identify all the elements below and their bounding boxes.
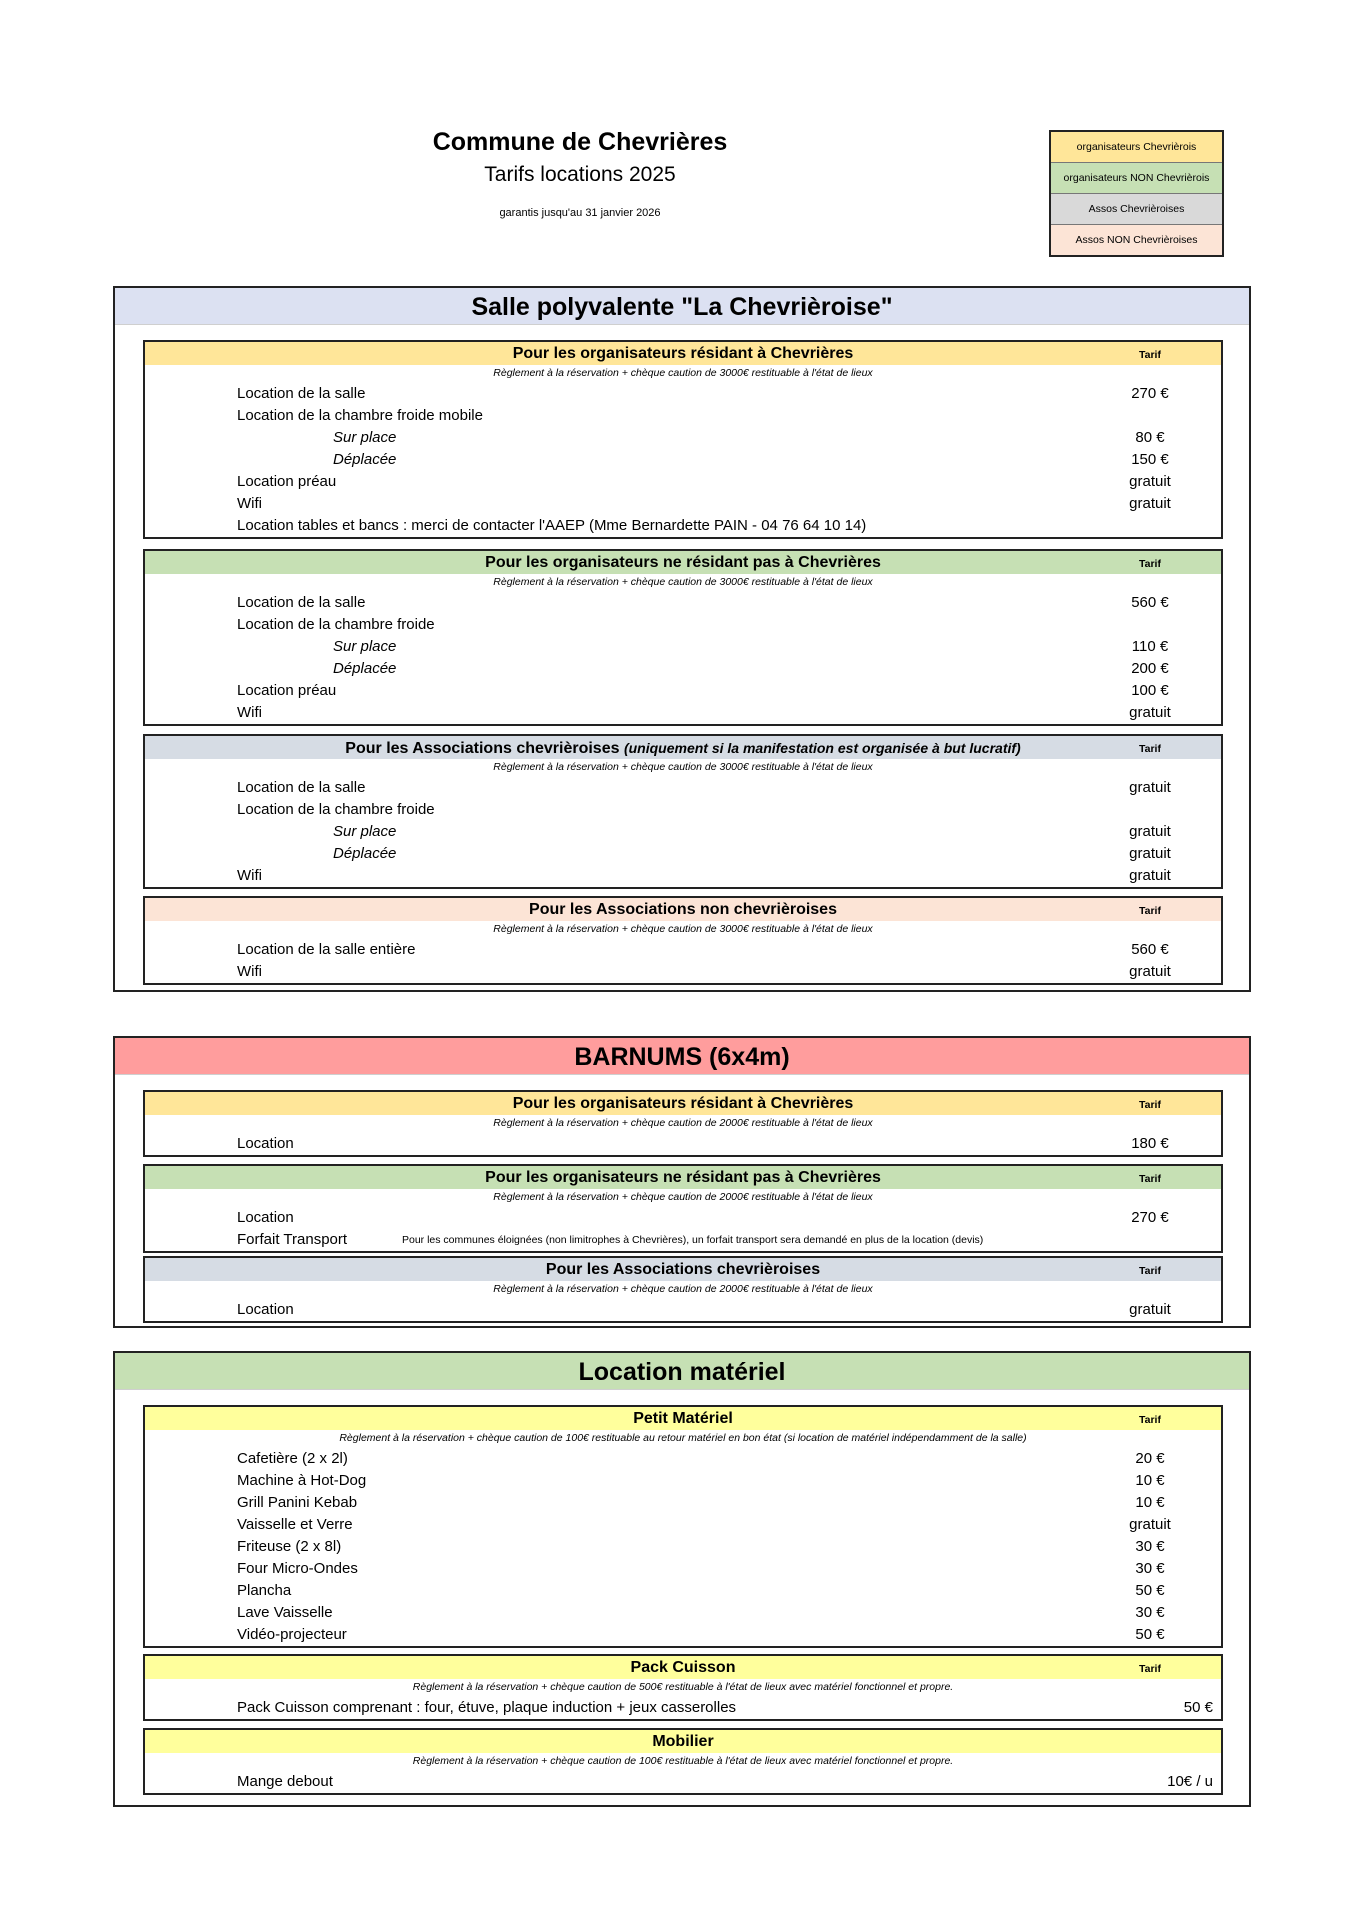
validity-note: garantis jusqu'au 31 janvier 2026 bbox=[499, 207, 661, 219]
table-row: Location tables et bancs : merci de contacter l'AAEP (Mme Bernardette PAIN - 04 76 64 10 14) bbox=[237, 517, 867, 534]
table-row: Vidéo-projecteur 50 € bbox=[237, 1626, 1165, 1643]
block-title: Pour les organisateurs ne résidant pas à Chevrières Tarif bbox=[145, 551, 1221, 574]
materiel-block-mobilier bbox=[143, 1728, 1223, 1795]
section-location-materiel bbox=[113, 1351, 1251, 1807]
table-row: Wifi gratuit bbox=[237, 704, 1171, 721]
table-row: Déplacée gratuit bbox=[333, 845, 1171, 862]
salle-block-assos-chevrieroises bbox=[143, 734, 1223, 889]
table-row: Wifi gratuit bbox=[237, 963, 1171, 980]
barnums-block-assos-chevrieroises bbox=[143, 1256, 1223, 1323]
block-note: Règlement à la réservation + chèque caution de 2000€ restituable à l'état de lieux bbox=[493, 1117, 873, 1129]
page-title: Commune de Chevrières bbox=[432, 128, 728, 156]
salle-block-assos-non-chevrieroises bbox=[143, 896, 1223, 985]
table-row: Sur place 80 € bbox=[333, 429, 1165, 446]
color-legend bbox=[1049, 130, 1224, 257]
tarif-header: Tarif bbox=[1139, 349, 1161, 361]
block-title: Pour les organisateurs résidant à Chevrières Tarif bbox=[145, 1092, 1221, 1115]
tarif-header: Tarif bbox=[1139, 558, 1161, 570]
table-row: Location de la chambre froide mobile bbox=[237, 407, 483, 424]
table-row: Friteuse (2 x 8l) 30 € bbox=[237, 1538, 1165, 1555]
block-title: Pour les organisateurs résidant à Chevrières Tarif bbox=[145, 342, 1221, 365]
tarif-header: Tarif bbox=[1139, 743, 1161, 755]
table-row: Location de la salle gratuit bbox=[237, 779, 1171, 796]
table-row: Plancha 50 € bbox=[237, 1582, 1165, 1599]
table-row: Lave Vaisselle 30 € bbox=[237, 1604, 1165, 1621]
tarif-header: Tarif bbox=[1139, 1663, 1161, 1675]
section-title: BARNUMS (6x4m) bbox=[115, 1038, 1249, 1075]
table-row: Location 180 € bbox=[237, 1135, 1169, 1152]
table-row: Location préau 100 € bbox=[237, 682, 1169, 699]
table-row: Mange debout 10€ / u bbox=[237, 1773, 1213, 1790]
table-row: Déplacée 150 € bbox=[333, 451, 1169, 468]
section-salle-polyvalente bbox=[113, 286, 1251, 992]
block-note: Règlement à la réservation + chèque caution de 3000€ restituable à l'état de lieux bbox=[493, 761, 873, 773]
table-row: Four Micro-Ondes 30 € bbox=[237, 1560, 1165, 1577]
block-note: Règlement à la réservation + chèque caution de 100€ restituable à l'état de lieux avec matériel fonctionnel et propre. bbox=[412, 1755, 954, 1767]
table-row: Location gratuit bbox=[237, 1301, 1171, 1318]
salle-block-residents bbox=[143, 340, 1223, 539]
table-row: Cafetière (2 x 2l) 20 € bbox=[237, 1450, 1165, 1467]
table-row: Location de la chambre froide bbox=[237, 616, 435, 633]
table-row: Location de la salle 560 € bbox=[237, 594, 1169, 611]
page-subtitle: Tarifs locations 2025 bbox=[484, 163, 676, 186]
table-row: Sur place 110 € bbox=[333, 638, 1169, 655]
table-row: Location de la salle entière 560 € bbox=[237, 941, 1169, 958]
table-row: Wifi gratuit bbox=[237, 495, 1171, 512]
block-note: Règlement à la réservation + chèque caution de 3000€ restituable à l'état de lieux bbox=[493, 367, 873, 379]
table-row: Location 270 € bbox=[237, 1209, 1169, 1226]
block-note: Règlement à la réservation + chèque caution de 2000€ restituable à l'état de lieux bbox=[493, 1283, 873, 1295]
section-barnums bbox=[113, 1036, 1251, 1328]
table-row: Machine à Hot-Dog 10 € bbox=[237, 1472, 1165, 1489]
tarif-header: Tarif bbox=[1139, 905, 1161, 917]
section-title: Salle polyvalente "La Chevrièroise" bbox=[115, 288, 1249, 325]
salle-block-non-residents bbox=[143, 549, 1223, 726]
table-row: Forfait Transport Pour les communes éloignées (non limitrophes à Chevrières), un forfait transport sera demandé en plus de la location (devis) bbox=[145, 1229, 1221, 1251]
table-row: Vaisselle et Verre gratuit bbox=[237, 1516, 1171, 1533]
block-title: Pour les Associations chevrièroises Tarif bbox=[145, 1258, 1221, 1281]
table-row: Pack Cuisson comprenant : four, étuve, plaque induction + jeux casserolles 50 € bbox=[237, 1699, 1213, 1716]
materiel-block-petit bbox=[143, 1405, 1223, 1648]
block-title: Pour les Associations chevrièroises (uniquement si la manifestation est organisée à but lucratif) Tarif bbox=[145, 736, 1221, 759]
tarif-header: Tarif bbox=[1139, 1173, 1161, 1185]
legend-organisateurs-chevrierois: organisateurs Chevrièrois bbox=[1051, 132, 1222, 163]
tarif-header: Tarif bbox=[1139, 1414, 1161, 1426]
barnums-block-residents bbox=[143, 1090, 1223, 1157]
block-title: Petit Matériel Tarif bbox=[145, 1407, 1221, 1430]
legend-organisateurs-non-chevrierois: organisateurs NON Chevrièrois bbox=[1051, 163, 1222, 194]
legend-assos-non-chevrieroises: Assos NON Chevrièroises bbox=[1051, 225, 1222, 255]
block-title: Pour les Associations non chevrièroises Tarif bbox=[145, 898, 1221, 921]
block-title: Mobilier bbox=[145, 1730, 1221, 1753]
table-row: Grill Panini Kebab 10 € bbox=[237, 1494, 1165, 1511]
block-note: Règlement à la réservation + chèque caution de 100€ restituable au retour matériel en bon état (si location de matériel indépendamment de la salle) bbox=[339, 1432, 1027, 1444]
table-row: Location de la chambre froide bbox=[237, 801, 435, 818]
tarif-header: Tarif bbox=[1139, 1265, 1161, 1277]
table-row: Déplacée 200 € bbox=[333, 660, 1169, 677]
block-title: Pour les organisateurs ne résidant pas à Chevrières Tarif bbox=[145, 1166, 1221, 1189]
table-row: Wifi gratuit bbox=[237, 867, 1171, 884]
table-row: Location de la salle 270 € bbox=[237, 385, 1169, 402]
block-note: Règlement à la réservation + chèque caution de 3000€ restituable à l'état de lieux bbox=[493, 576, 873, 588]
block-note: Règlement à la réservation + chèque caution de 500€ restituable à l'état de lieux avec matériel fonctionnel et propre. bbox=[412, 1681, 954, 1693]
block-note: Règlement à la réservation + chèque caution de 3000€ restituable à l'état de lieux bbox=[493, 923, 873, 935]
legend-assos-chevrieroises: Assos Chevrièroises bbox=[1051, 194, 1222, 225]
tarif-header: Tarif bbox=[1139, 1099, 1161, 1111]
block-title: Pack Cuisson Tarif bbox=[145, 1656, 1221, 1679]
section-title: Location matériel bbox=[115, 1353, 1249, 1390]
table-row: Location préau gratuit bbox=[237, 473, 1171, 490]
block-note: Règlement à la réservation + chèque caution de 2000€ restituable à l'état de lieux bbox=[493, 1191, 873, 1203]
barnums-block-non-residents bbox=[143, 1164, 1223, 1253]
transport-note: Pour les communes éloignées (non limitrophes à Chevrières), un forfait transport sera demandé en plus de la location (devis) bbox=[402, 1234, 984, 1246]
materiel-block-pack-cuisson bbox=[143, 1654, 1223, 1721]
table-row: Sur place gratuit bbox=[333, 823, 1171, 840]
block-title-note: (uniquement si la manifestation est organisée à but lucratif) bbox=[623, 740, 1021, 756]
